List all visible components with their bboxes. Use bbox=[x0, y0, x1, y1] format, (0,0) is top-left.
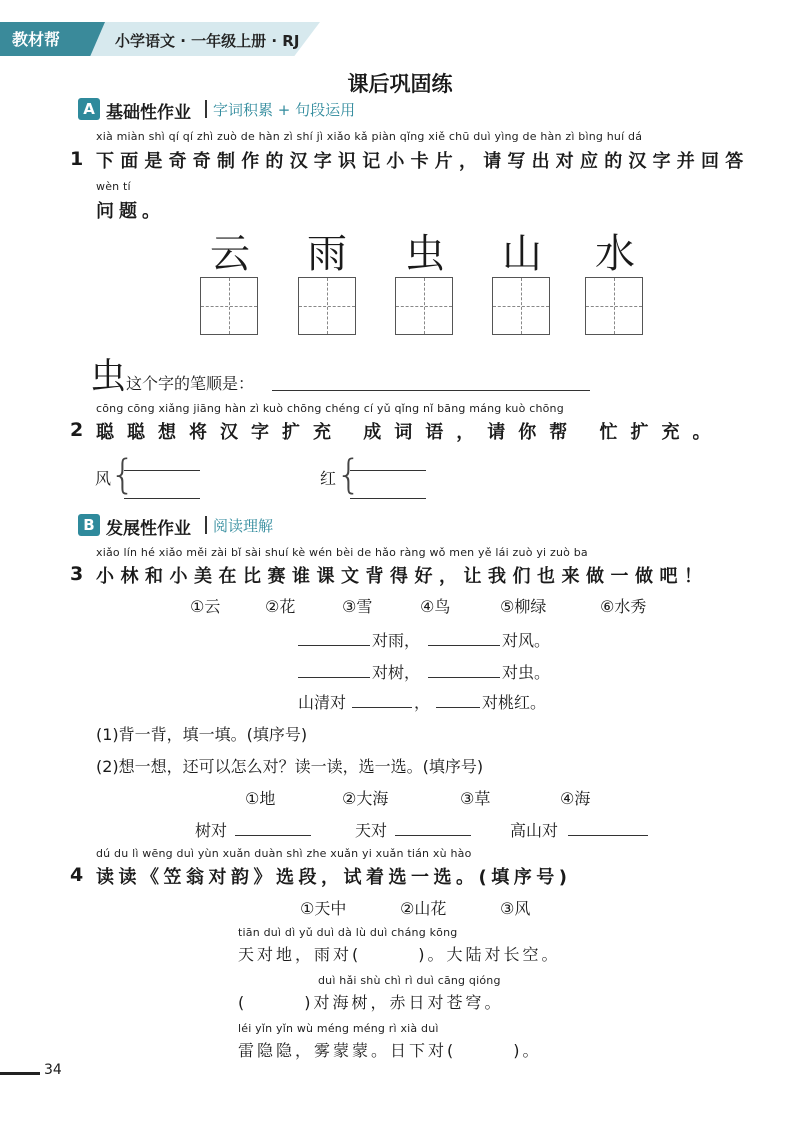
q1-pinyin-2: wèn tí bbox=[96, 180, 131, 193]
q3-option-3: ③雪 bbox=[342, 597, 373, 616]
q4-line3-pinyin: léi yǐn yǐn wù méng méng rì xià duì bbox=[238, 1022, 439, 1035]
q4-option-1: ①天中 bbox=[300, 899, 347, 918]
q3-option-6: ⑥水秀 bbox=[600, 597, 647, 616]
q3-pair-blank-2[interactable] bbox=[395, 835, 471, 836]
q4-line1-pinyin: tiān duì dì yǔ duì dà lù duì cháng kōng bbox=[238, 926, 458, 939]
q3-option-5: ⑤柳绿 bbox=[500, 597, 547, 616]
q3-blank-2[interactable] bbox=[428, 645, 500, 646]
q2-right-line-2[interactable] bbox=[350, 498, 426, 499]
q3-option-1: ①云 bbox=[190, 597, 221, 616]
brace-left: { bbox=[110, 452, 136, 498]
q4-line2-pinyin: duì hǎi shù chì rì duì cāng qióng bbox=[318, 974, 501, 987]
q3-blank-4[interactable] bbox=[428, 677, 500, 678]
q4-option-3: ③风 bbox=[500, 899, 531, 918]
q2-number: 2 bbox=[70, 419, 84, 441]
card-char-2: 雨 bbox=[307, 231, 347, 277]
stroke-char: 虫 bbox=[90, 356, 127, 397]
q4-pinyin: dú du lì wēng duì yùn xuǎn duàn shì zhe xuǎn yi xuǎn tián xù hào bbox=[96, 847, 472, 860]
q3-row2-b: 对虫。 bbox=[502, 663, 551, 682]
q3-blank-3[interactable] bbox=[298, 677, 370, 678]
page-title: 课后巩固练 bbox=[347, 72, 453, 96]
q3-pair-blank-1[interactable] bbox=[235, 835, 311, 836]
card-char-5: 水 bbox=[595, 231, 635, 277]
q2-left-char: 风 bbox=[95, 469, 112, 488]
section-b-sub: 阅读理解 bbox=[213, 517, 274, 535]
writing-grid-2[interactable] bbox=[298, 277, 356, 335]
q3-option2-1: ①地 bbox=[245, 789, 276, 808]
card-char-1: 云 bbox=[210, 231, 250, 277]
q3-row1-a: 对雨， bbox=[372, 631, 421, 650]
card-char-3: 虫 bbox=[405, 231, 445, 277]
q3-text: 小林和小美在比赛谁课文背得好，让我们也来做一做吧！ bbox=[96, 566, 709, 587]
q3-row1-b: 对风。 bbox=[502, 631, 551, 650]
q4-line3: 雷隐隐，雾蒙蒙。日下对( )。 bbox=[238, 1041, 542, 1060]
section-a-title: 基础性作业 bbox=[106, 103, 191, 123]
q1-text-2: 问题。 bbox=[96, 201, 165, 222]
q3-option-2: ②花 bbox=[265, 597, 296, 616]
q3-pinyin: xiǎo lín hé xiǎo měi zài bǐ sài shuí kè wén bèi de hǎo ràng wǒ men yě lái zuò yi zuò ba bbox=[96, 546, 588, 559]
q2-right-line-1[interactable] bbox=[350, 470, 426, 471]
q4-line1: 天对地，雨对( )。大陆对长空。 bbox=[238, 945, 561, 964]
brace-right: { bbox=[336, 452, 362, 498]
q3-option2-4: ④海 bbox=[560, 789, 591, 808]
q3-option-4: ④鸟 bbox=[420, 597, 451, 616]
divider bbox=[205, 100, 207, 118]
q2-right-char: 红 bbox=[320, 469, 337, 488]
q3-pair-blank-3[interactable] bbox=[568, 835, 648, 836]
q2-left-line-1[interactable] bbox=[124, 470, 200, 471]
page-number: 34 bbox=[44, 1062, 62, 1078]
q3-sub2: (2)想一想，还可以怎么对？读一读，选一选。(填序号) bbox=[96, 757, 484, 776]
writing-grid-4[interactable] bbox=[492, 277, 550, 335]
card-char-4: 山 bbox=[502, 231, 542, 277]
q4-option-2: ②山花 bbox=[400, 899, 447, 918]
section-b-title: 发展性作业 bbox=[106, 519, 191, 539]
divider bbox=[205, 516, 207, 534]
brand-logo: 教材帮 bbox=[12, 30, 61, 49]
q4-text: 读读《笠翁对韵》选段，试着选一选。(填序号) bbox=[96, 867, 572, 888]
section-b-badge: B bbox=[78, 514, 100, 536]
q3-row3-a: 山清对 bbox=[298, 693, 347, 712]
q3-row2-a: 对树， bbox=[372, 663, 421, 682]
section-a-sub: 字词积累 + 句段运用 bbox=[213, 101, 356, 119]
q3-blank-1[interactable] bbox=[298, 645, 370, 646]
q3-pair-3: 高山对 bbox=[510, 821, 559, 840]
q2-left-line-2[interactable] bbox=[124, 498, 200, 499]
writing-grid-5[interactable] bbox=[585, 277, 643, 335]
writing-grid-3[interactable] bbox=[395, 277, 453, 335]
q2-pinyin: cōng cōng xiǎng jiāng hàn zì kuò chōng chéng cí yǔ qǐng nǐ bāng máng kuò chōng bbox=[96, 402, 564, 415]
q3-option2-3: ③草 bbox=[460, 789, 491, 808]
stroke-order-prompt: 这个字的笔顺是： bbox=[126, 374, 255, 393]
stroke-order-answer-line[interactable] bbox=[272, 390, 590, 391]
section-a-badge: A bbox=[78, 98, 100, 120]
q3-pair-2: 天对 bbox=[355, 821, 388, 840]
q3-row3-c: 对桃红。 bbox=[482, 693, 547, 712]
book-info: 小学语文 · 一年级上册 · RJ bbox=[115, 32, 300, 50]
q3-blank-5[interactable] bbox=[352, 707, 412, 708]
footer-rule bbox=[0, 1072, 40, 1075]
q3-row3-b: ， bbox=[414, 693, 431, 712]
q1-pinyin-1: xià miàn shì qí qí zhì zuò de hàn zì shí jì xiǎo kǎ piàn qǐng xiě chū duì yìng de hàn zì bìng huí dá bbox=[96, 130, 643, 143]
q3-number: 3 bbox=[70, 563, 84, 585]
q3-pair-1: 树对 bbox=[195, 821, 228, 840]
q3-sub1: (1)背一背，填一填。(填序号) bbox=[96, 725, 308, 744]
q1-text-1: 下面是奇奇制作的汉字识记小卡片，请写出对应的汉字并回答 bbox=[96, 151, 750, 172]
q3-blank-6[interactable] bbox=[436, 707, 480, 708]
q4-number: 4 bbox=[70, 864, 84, 886]
q4-line2: ( )对海树，赤日对苍穹。 bbox=[238, 993, 504, 1012]
q1-number: 1 bbox=[70, 148, 84, 170]
writing-grid-1[interactable] bbox=[200, 277, 258, 335]
q3-option2-2: ②大海 bbox=[342, 789, 389, 808]
q2-text: 聪聪想将汉字扩充 成词语，请你帮 忙扩充。 bbox=[96, 422, 724, 443]
